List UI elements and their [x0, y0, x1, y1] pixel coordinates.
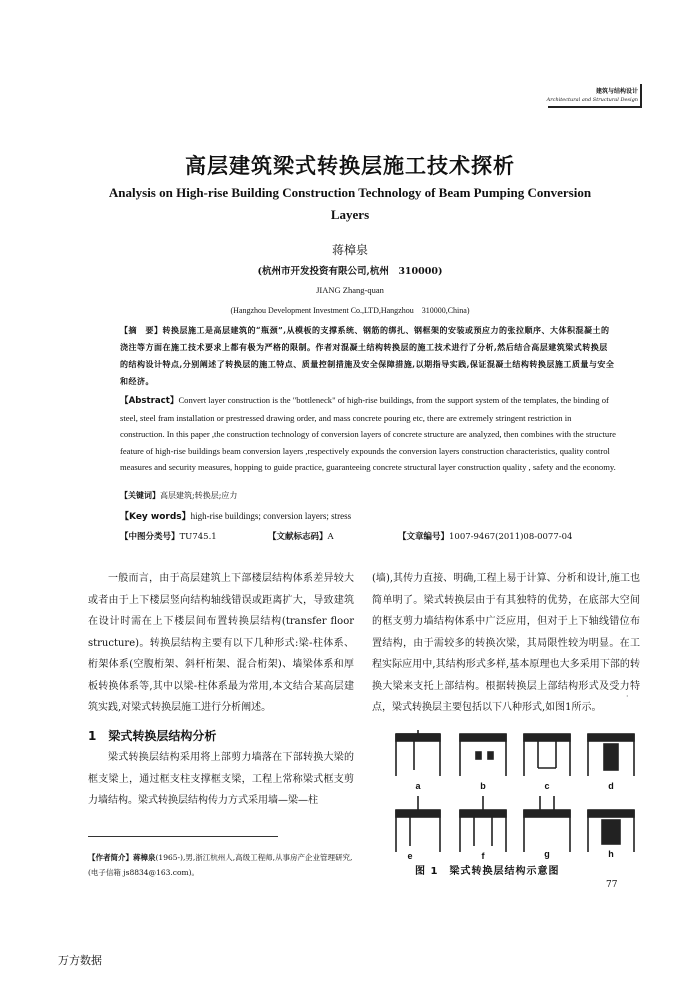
frame-e	[396, 796, 440, 852]
section-1-heading: 1 梁式转换层结构分析	[88, 729, 217, 743]
footnote-name: 蒋樟泉	[133, 853, 156, 862]
frame-d	[588, 734, 634, 776]
figure-1-caption	[415, 862, 559, 877]
classification-label: 【中图分类号】	[120, 532, 180, 542]
journal-name-en: Architectural and Structural Design	[546, 97, 638, 103]
doc-code-label: 【文献标志码】	[268, 532, 328, 542]
fig-label-f: f	[481, 851, 485, 860]
frame-g	[524, 796, 570, 852]
wanfang-watermark: 万方数据	[58, 954, 102, 967]
document-code	[268, 530, 334, 542]
abstract-en	[120, 392, 618, 476]
frame-b	[460, 734, 506, 776]
fig-label-d: d	[608, 781, 614, 791]
frame-a	[396, 730, 440, 776]
fig-label-g: g	[544, 849, 550, 859]
frame-h	[588, 810, 634, 852]
figure-caption-text: 梁式转换层结构示意图	[449, 866, 560, 877]
keywords-en-label: 【Key words】	[120, 512, 191, 522]
abstract-cn-text: 转换层施工是高层建筑的“瓶颈”,从模板的支撑系统、钢筋的绑扎、钢框架的安装或预应力的张拉顺序、大体积混凝土的浇注等方面在施工技术要求上都有极为严格的限制。作者对混凝土结构转换层的施工技术进行了分析,然后结合高层建筑梁式转换层的结构设计特点,分别阐述了转换层的施工特点、质量控制措施及安全保障措施,以期指导实践,保证混凝土结构转换层施工质量与安全和经济。	[120, 325, 615, 386]
header-vertical-bar	[640, 84, 642, 108]
fig-label-a: a	[415, 781, 421, 791]
page-number: 77	[606, 880, 618, 890]
classification-value: TU745.1	[179, 532, 217, 542]
body-right-paragraph: (墙),其传力直接、明确,工程上易于计算、分析和设计,施工也简单明了。梁式转换层由于有其独特的优势，在底部大空间的框支剪力墙结构体系中广泛应用，但对于上下轴线错位布置结构，由于需较多的转换次梁，其局限性较为明显。在工程实际应用中,其结构形式多样,基本原理也大多采用下部的转换大梁来支托上部结构。根据转换层上部结构形式及受力特点，梁式转换层主要包括以下八种形式,如图1所示。	[372, 573, 640, 713]
affiliation-en: (Hangzhou Development Investment Co.,LTD,Hangzhou 310000,China)	[230, 306, 470, 315]
affiliation-cn: (杭州市开发投资有限公司,杭州 310000)	[257, 266, 443, 277]
abstract-cn-label: 【摘 要】	[120, 326, 163, 335]
article-no-label: 【文章编号】	[398, 532, 450, 542]
frame-f	[460, 796, 506, 852]
keywords-cn-label: 【关键词】	[120, 491, 160, 500]
title-en: Analysis on High-rise Building Construction Technology of Beam Pumping Conversion Layers	[108, 185, 592, 222]
stray-mark: ·	[626, 692, 629, 701]
body-section1-paragraph: 梁式转换层结构采用将上部剪力墙落在下部转换大梁的框支梁上，通过框支柱支撑框支梁，工程上常称梁式框支剪力墙结构。梁式转换层结构传力方式采用墙—梁—柱	[88, 752, 354, 806]
figure-caption-number: 图 1	[415, 866, 439, 877]
keywords-en-text: high-rise buildings; conversion layers; stress	[190, 511, 352, 521]
author-cn: 蒋樟泉	[331, 243, 368, 257]
article-number	[398, 530, 572, 542]
footnote-label: 【作者简介】	[88, 853, 133, 862]
footnote-rule	[88, 836, 278, 837]
footnote-text: (1965-),男,浙江杭州人,高级工程师,从事房产企业管理研究,(电子信箱 js8834@163.com)。	[88, 853, 353, 877]
body-intro-paragraph: 一般而言，由于高层建筑上下部楼层结构体系差异较大或者由于上下楼层竖向结构轴线错误或距离扩大，导致建筑在设计时需在上下楼层间布置转换层结构(transfer floor structure)。转换层结构主要有以下几种形式:梁-柱体系、桁架体系(空腹桁架、斜杆桁架、混合桁架)、墙梁体系和厚板转换体系等,其中以梁-柱体系最为常用,本文结合某高层建筑实践,对梁式转换层施工进行分析阐述。	[88, 573, 354, 713]
abstract-en-text: Convert layer construction is the "bottleneck" of high-rise buildings, from the support system of the templates, the binding of steel, steel fram installation or prestressed drawing order, and mass concrete pouring etc, there are extremely stringent restriction in construction. In this paper ,the construction technology of conversion layers of concrete structure are analyzed, then combines with the structure feature of high-rise buildings beam conversion layers ,respectively expounds the conversion layers construction characteristics, quality control measures and security measures, hopping to guide practice, guaranteeing concrete structural layer construction quality , safety and the economy.	[120, 395, 616, 472]
author-en: JIANG Zhang-quan	[316, 285, 384, 295]
keywords-cn-text: 高层建筑;转换层;应力	[160, 491, 238, 500]
figure-1-diagram	[390, 730, 640, 860]
classification-number	[120, 530, 217, 542]
title-cn: 高层建筑梁式转换层施工技术探析	[185, 154, 515, 178]
keywords-en	[120, 509, 351, 522]
article-no-value: 1007-9467(2011)08-0077-04	[449, 532, 573, 542]
abstract-cn	[120, 322, 615, 390]
keywords-cn	[120, 490, 237, 501]
header-rule	[548, 106, 640, 108]
fig-label-h: h	[608, 849, 614, 859]
fig-label-c: c	[544, 781, 550, 791]
abstract-en-label: 【Abstract】	[120, 396, 179, 406]
fig-label-e: e	[407, 851, 413, 860]
fig-label-b: b	[480, 781, 486, 791]
doc-code-value: A	[327, 532, 334, 542]
author-footnote	[88, 850, 358, 880]
frame-c	[524, 734, 570, 776]
journal-name-cn: 建筑与结构设计	[595, 88, 638, 95]
